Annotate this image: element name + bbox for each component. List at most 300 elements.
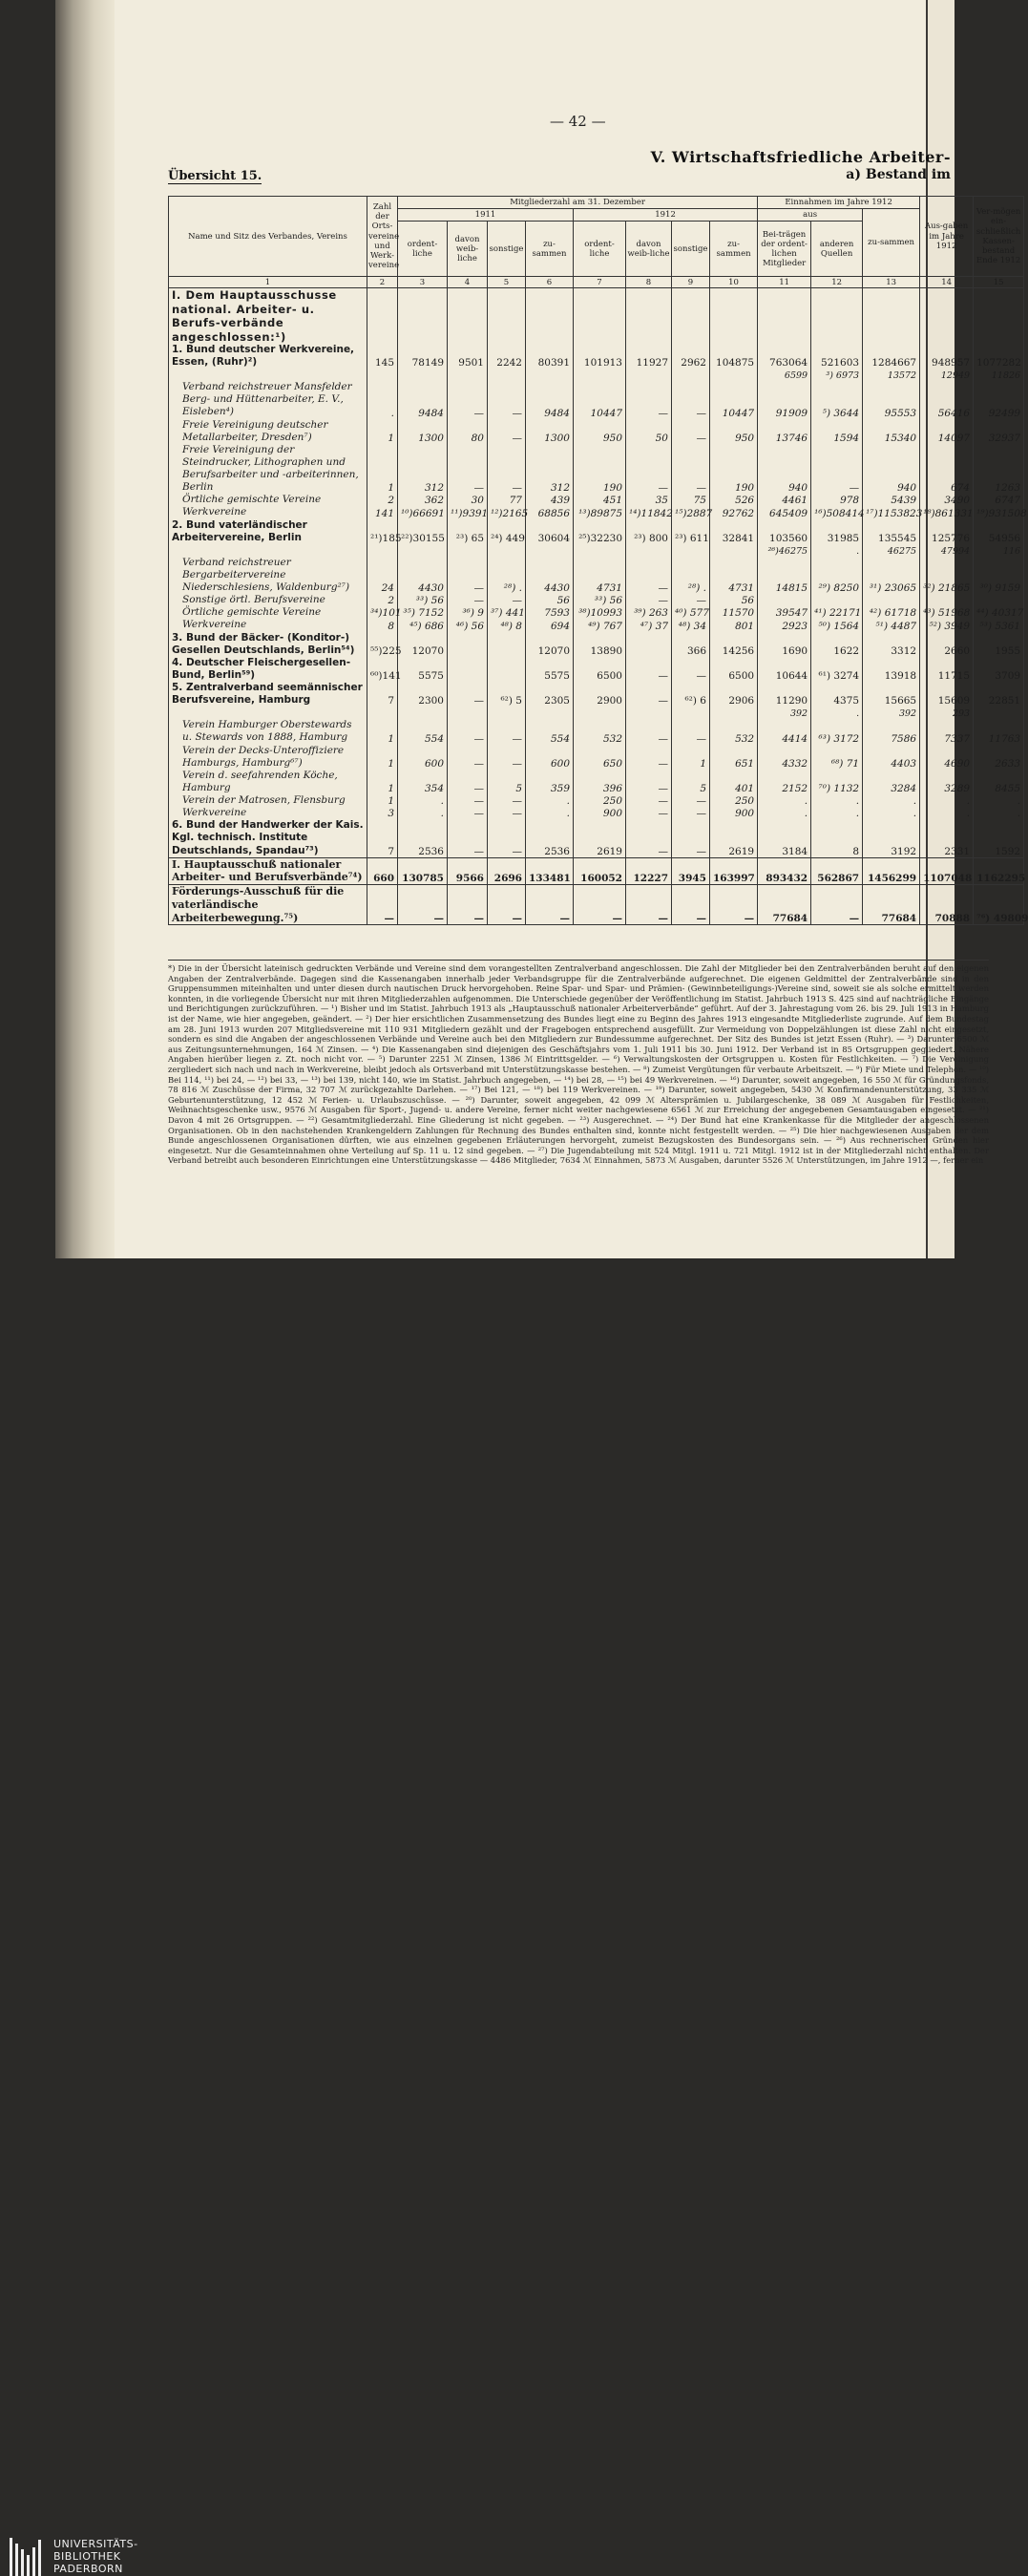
table-cell: 47994 (920, 544, 974, 557)
table-cell: 3289 (920, 770, 974, 794)
table-cell: 2900 (574, 682, 626, 707)
table-cell: 2696 (488, 857, 526, 885)
library-name (53, 2538, 138, 2575)
table-cell: — (448, 444, 488, 495)
table-cell: 68856 (526, 506, 574, 518)
table-row (169, 288, 1024, 344)
table-cell: 1 (672, 745, 710, 770)
table-cell: ¹⁸)861331 (920, 506, 974, 518)
library-line-2: BIBLIOTHEK (53, 2550, 121, 2563)
table-cell: 3 (367, 807, 398, 819)
table-cell: 1300 (526, 419, 574, 444)
table-cell: ²⁸) . (672, 557, 710, 594)
table-cell: 950 (574, 419, 626, 444)
table-row (169, 745, 1024, 770)
table-cell: 190 (710, 444, 758, 495)
table-cell: . (758, 807, 811, 819)
table-cell: 354 (398, 770, 448, 794)
table-cell: — (710, 885, 758, 925)
table-cell: 6599 (758, 369, 811, 381)
table-cell (710, 288, 758, 344)
table-cell: 554 (526, 719, 574, 744)
table-row (169, 444, 1024, 495)
table-cell: 4731 (574, 557, 626, 594)
table-cell: 160052 (574, 857, 626, 885)
table-cell: . (367, 381, 398, 418)
table-cell: 948957 (920, 344, 974, 369)
table-cell: 11927 (626, 344, 672, 369)
table-cell: 104875 (710, 344, 758, 369)
table-cell: — (488, 819, 526, 857)
table-cell: 56 (710, 594, 758, 606)
table-cell: — (672, 444, 710, 495)
table-cell: — (626, 770, 672, 794)
row-label: Verband reichstreuer Mansfelder Berg- und Hüttenarbeiter, E. V., Eisleben⁴) (169, 381, 367, 418)
table-cell: 978 (811, 494, 863, 506)
table-cell: — (672, 657, 710, 682)
table-cell: 32841 (710, 519, 758, 544)
table-cell: 35 (626, 494, 672, 506)
header-ordentliche-1912: ordent-liche (574, 222, 626, 277)
column-number: 7 (574, 277, 626, 288)
table-cell: 1456299 (863, 857, 920, 885)
table-cell (672, 369, 710, 381)
table-cell: — (672, 594, 710, 606)
table-cell: — (448, 885, 488, 925)
table-cell: ¹⁷)1153823 (863, 506, 920, 518)
table-cell: 101913 (574, 344, 626, 369)
table-cell: 2152 (758, 770, 811, 794)
table-row (169, 632, 1024, 657)
table-cell: 11715 (920, 657, 974, 682)
table-cell: . (526, 794, 574, 807)
row-label: I. Dem Hauptausschusse national. Arbeiter- u. Berufs-verbände angeschlossen:¹) (169, 288, 367, 344)
table-cell: — (672, 807, 710, 819)
table-cell: 1622 (811, 632, 863, 657)
table-cell: 39547 (758, 606, 811, 619)
section-title: V. Wirtschaftsfriedliche Arbeiter- (650, 148, 951, 166)
table-cell: ²⁴) 449 (488, 519, 526, 544)
column-number: 9 (672, 277, 710, 288)
table-cell: 392 (863, 707, 920, 719)
table-cell (920, 288, 974, 344)
table-cell: 1955 (974, 632, 1024, 657)
header-zusammen-1912: zu-sammen (710, 222, 758, 277)
table-cell: ⁴⁰) 577 (672, 606, 710, 619)
table-cell: . (920, 794, 974, 807)
table-cell: 9566 (448, 857, 488, 885)
table-cell: 91909 (758, 381, 811, 418)
table-cell: . (398, 807, 448, 819)
table-cell: ⁴⁷) 37 (626, 619, 672, 631)
table-row (169, 682, 1024, 707)
header-ausgaben: Aus-gaben im Jahre 1912 (920, 197, 974, 277)
table-cell (672, 288, 710, 344)
table-row (169, 494, 1024, 506)
table-cell: ³⁶) 9 (448, 606, 488, 619)
table-cell (398, 369, 448, 381)
table-cell (574, 369, 626, 381)
table-cell: ¹³)89875 (574, 506, 626, 518)
table-cell: 12070 (398, 632, 448, 657)
table-cell: ¹²)2165 (488, 506, 526, 518)
row-label (169, 369, 367, 381)
table-cell: 392 (758, 707, 811, 719)
table-cell: 900 (574, 807, 626, 819)
table-cell: — (448, 557, 488, 594)
table-cell: 8455 (974, 770, 1024, 794)
table-cell (974, 707, 1024, 719)
table-cell: 4403 (863, 745, 920, 770)
table-cell: . (974, 807, 1024, 819)
table-cell: ⁵⁰) 1564 (811, 619, 863, 631)
row-label (169, 544, 367, 557)
table-cell: 5 (672, 770, 710, 794)
table-cell: 7 (367, 682, 398, 707)
table-cell: 3709 (974, 657, 1024, 682)
table-cell: 532 (574, 719, 626, 744)
column-number: 4 (448, 277, 488, 288)
table-cell: 5575 (398, 657, 448, 682)
row-label: 5. Zentralverband seemännischer Berufsvereine, Hamburg (169, 682, 367, 707)
table-row (169, 857, 1024, 885)
table-cell: — (488, 807, 526, 819)
table-cell: 12227 (626, 857, 672, 885)
table-cell: ⁶²) 6 (672, 682, 710, 707)
book-page (55, 0, 1028, 1258)
table-row (169, 794, 1024, 807)
table-cell: 163997 (710, 857, 758, 885)
row-label (169, 707, 367, 719)
table-cell: 650 (574, 745, 626, 770)
table-cell: ¹⁰)66691 (398, 506, 448, 518)
table-cell: 15665 (863, 682, 920, 707)
table-cell: 77684 (863, 885, 920, 925)
header-zusammen-1911: zu-sammen (526, 222, 574, 277)
table-cell (398, 288, 448, 344)
table-cell: — (626, 807, 672, 819)
header-name: Name und Sitz des Verbandes, Vereins (169, 197, 367, 277)
table-cell: ⁵) 3644 (811, 381, 863, 418)
table-cell: ³⁷) 441 (488, 606, 526, 619)
table-cell: 6747 (974, 494, 1024, 506)
table-cell: 1 (367, 745, 398, 770)
table-cell: 5439 (863, 494, 920, 506)
header-weibliche-1911: davon weib-liche (448, 222, 488, 277)
table-cell: 562867 (811, 857, 863, 885)
library-line-3: PADERBORN (53, 2563, 123, 2575)
table-cell: ²⁹) 8250 (811, 557, 863, 594)
table-cell: 2619 (710, 819, 758, 857)
table-cell: 10447 (574, 381, 626, 418)
table-cell: 78149 (398, 344, 448, 369)
table-cell: 3312 (863, 632, 920, 657)
table-cell: 1 (367, 444, 398, 495)
row-label: Werkvereine (169, 807, 367, 819)
row-label: Örtliche gemischte Vereine (169, 606, 367, 619)
table-cell: 1690 (758, 632, 811, 657)
table-cell: 893432 (758, 857, 811, 885)
table-cell: 31985 (811, 519, 863, 544)
header-mitglieder: Mitgliederzahl am 31. Dezember (398, 197, 758, 209)
table-cell: 3284 (863, 770, 920, 794)
table-cell: — (367, 885, 398, 925)
table-cell (672, 544, 710, 557)
table-cell: ¹¹)9391 (448, 506, 488, 518)
table-cell: 2619 (574, 819, 626, 857)
table-cell: ⁴³) 51968 (920, 606, 974, 619)
table-cell: 1 (367, 770, 398, 794)
table-cell (448, 288, 488, 344)
table-cell: — (488, 719, 526, 744)
row-label: Sonstige örtl. Berufsvereine (169, 594, 367, 606)
table-cell: 92762 (710, 506, 758, 518)
table-cell: 674 (920, 444, 974, 495)
table-cell: 46275 (863, 544, 920, 557)
table-cell: 130785 (398, 857, 448, 885)
table-cell (626, 632, 672, 657)
header-vermoegen: Ver-mögen ein-schließlich Kassen-bestand Ende 1912 (974, 197, 1024, 277)
table-cell: 22851 (974, 682, 1024, 707)
table-cell: 32937 (974, 419, 1024, 444)
table-cell: 8 (367, 619, 398, 631)
table-cell (811, 594, 863, 606)
table-cell (626, 544, 672, 557)
table-cell: — (626, 381, 672, 418)
table-cell: — (811, 885, 863, 925)
header-einnahmen-zusammen: zu-sammen (863, 209, 920, 277)
table-cell: 190 (574, 444, 626, 495)
table-cell: 3192 (863, 819, 920, 857)
table-cell: 2 (367, 494, 398, 506)
table-cell: — (448, 819, 488, 857)
table-cell: 1077282 (974, 344, 1024, 369)
table-cell: 5575 (526, 657, 574, 682)
table-cell: 7337 (920, 719, 974, 744)
table-cell: 145 (367, 344, 398, 369)
row-label: Werkvereine (169, 506, 367, 518)
table-cell (758, 288, 811, 344)
table-cell: ³⁰) 9159 (974, 557, 1024, 594)
statistics-table-wrapper (168, 196, 1028, 925)
table-cell: ⁶³) 3172 (811, 719, 863, 744)
table-cell: — (672, 794, 710, 807)
table-cell: 2305 (526, 682, 574, 707)
table-cell: ⁴¹) 22171 (811, 606, 863, 619)
table-cell: — (672, 819, 710, 857)
table-cell: 645409 (758, 506, 811, 518)
table-cell: 660 (367, 857, 398, 885)
table-cell: 11826 (974, 369, 1024, 381)
table-cell (526, 707, 574, 719)
table-cell (448, 369, 488, 381)
table-cell: 6500 (574, 657, 626, 682)
table-cell: 13572 (863, 369, 920, 381)
table-cell: ⁴⁹) 767 (574, 619, 626, 631)
table-cell: 359 (526, 770, 574, 794)
table-cell: 2331 (920, 819, 974, 857)
table-cell: 439 (526, 494, 574, 506)
table-cell: 12949 (920, 369, 974, 381)
table-cell: 30604 (526, 519, 574, 544)
table-cell: — (398, 885, 448, 925)
table-cell (488, 657, 526, 682)
statistics-table (168, 196, 1028, 925)
table-cell: — (488, 885, 526, 925)
table-cell: 133481 (526, 857, 574, 885)
table-cell: 103560 (758, 519, 811, 544)
library-line-1: UNIVERSITÄTS- (53, 2538, 138, 2550)
table-cell: 763064 (758, 344, 811, 369)
table-cell: 9501 (448, 344, 488, 369)
table-cell: ⁷⁰) 1132 (811, 770, 863, 794)
table-cell: ¹⁶)508414 (811, 506, 863, 518)
table-cell: 50 (626, 419, 672, 444)
column-number-row (169, 277, 1024, 288)
table-cell: ³²) 21865 (920, 557, 974, 594)
table-cell: — (448, 770, 488, 794)
table-cell: 56 (526, 594, 574, 606)
table-cell: 293 (920, 707, 974, 719)
table-cell (710, 707, 758, 719)
table-cell (448, 544, 488, 557)
table-cell: 13890 (574, 632, 626, 657)
table-row (169, 544, 1024, 557)
table-cell: 24 (367, 557, 398, 594)
row-label: 3. Bund der Bäcker- (Konditor-) Gesellen Deutschlands, Berlin⁵⁴) (169, 632, 367, 657)
table-cell: — (574, 885, 626, 925)
table-cell: 125776 (920, 519, 974, 544)
library-logo-icon (10, 2538, 46, 2576)
table-cell (574, 544, 626, 557)
table-cell: 3184 (758, 819, 811, 857)
table-cell: 532 (710, 719, 758, 744)
table-cell: . (974, 794, 1024, 807)
table-cell (488, 288, 526, 344)
table-cell: 940 (863, 444, 920, 495)
table-cell: . (758, 794, 811, 807)
table-cell: 2 (367, 594, 398, 606)
table-cell: 312 (526, 444, 574, 495)
table-cell: 2242 (488, 344, 526, 369)
table-body (169, 277, 1028, 925)
table-cell (710, 544, 758, 557)
table-cell: 15340 (863, 419, 920, 444)
table-cell: 401 (710, 770, 758, 794)
table-cell: 9484 (526, 381, 574, 418)
table-cell: ²⁸) . (488, 557, 526, 594)
table-cell: 11290 (758, 682, 811, 707)
table-cell: . (398, 794, 448, 807)
table-cell: — (626, 594, 672, 606)
table-cell: 56416 (920, 381, 974, 418)
table-cell: 7586 (863, 719, 920, 744)
table-cell (710, 369, 758, 381)
table-cell: ²⁵)32230 (574, 519, 626, 544)
header-ordentliche-1911: ordent-liche (398, 222, 448, 277)
table-cell (626, 707, 672, 719)
table-cell: ⁴²) 61718 (863, 606, 920, 619)
table-row (169, 606, 1024, 619)
table-cell: 4414 (758, 719, 811, 744)
table-cell: 451 (574, 494, 626, 506)
table-cell: 1 (367, 719, 398, 744)
table-cell: — (448, 794, 488, 807)
table-cell: ⁷⁶) 49809 (974, 885, 1024, 925)
table-cell: — (488, 594, 526, 606)
column-number: 12 (811, 277, 863, 288)
table-row (169, 506, 1024, 518)
library-footer-bar (0, 1258, 955, 2575)
table-cell (758, 594, 811, 606)
table-cell: 10644 (758, 657, 811, 682)
table-cell (672, 707, 710, 719)
column-number: 6 (526, 277, 574, 288)
table-row (169, 419, 1024, 444)
table-cell (367, 369, 398, 381)
table-cell: 77684 (758, 885, 811, 925)
column-number: 14 (920, 277, 974, 288)
table-cell: 3490 (920, 494, 974, 506)
table-cell: 250 (710, 794, 758, 807)
table-cell: 5 (488, 770, 526, 794)
column-number: 11 (758, 277, 811, 288)
table-cell: ⁴⁸) 34 (672, 619, 710, 631)
table-cell: ²⁶)46275 (758, 544, 811, 557)
table-cell (448, 707, 488, 719)
table-cell: ³⁸)10993 (574, 606, 626, 619)
page-number: — 42 — (550, 113, 606, 130)
footnotes: *) Die in der Übersicht lateinisch gedruckten Verbände und Vereine sind dem vorangestellten Zentralverband angeschlossen. Die Zahl der Mitglieder bei den Zentralverbänden beruht auf den eigenen Angaben der Zentralverbände. Dagegen sind die Kassenangaben innerhalb jeder Verbandsgruppe für die Zentralverbände aufgerechnet. Die eigenen Geldmittel der Zentralverbände sind in den Gruppensummen miteinhalten und unter diesen durch nautischen Druck hervorgehoben. Reine Spar- und Spar- und Prämien- (Gewinnbeteiligungs-)Vereine sind, soweit sie als solche ermittelt werden konnten, in die vorliegende Übersicht nur mit ihren Mitgliederzahlen aufgenommen. Die Unterschiede gegenüber der Veröffentlichung im Statist. Jahrbuch 1913 S. 425 sind auf nachträgliche Eingänge und Berichtigungen zurückzuführen. — ¹) Bisher und im Statist. Jahrbuch 1913 als „Hauptausschuß nationaler Arbeiterverbände“ geführt. Auf der 3. Jahrestagung vom 26. bis 29. Juli 1913 in Hamburg ist der Name, wie hier angegeben, geändert. — ²) Der hier ersichtlichen Zusammensetzung des Bundes liegt eine zu Beginn des Jahres 1913 eingesandte Mitgliederliste zugrunde. Auf dem Bundestag am 28. Juni 1913 wurden 207 Mitgliedsvereine mit 110 931 Mitgliedern gezählt und der Fragebogen entsprechend ausgefüllt. Zur Vermeidung von Doppelzählungen ist diese Zahl nicht eingesetzt, sondern es sind die Angaben der angeschlossenen Verbände und Vereine auch bei den Mitgliedern zur Bundessumme aufgerechnet. Der Sitz des Bundes ist jetzt Essen (Ruhr). — ³) Darunter 6500 ℳ aus Zeitungsunternehmungen, 164 ℳ Zinsen. — ⁴) Die Kassenangaben sind diejenigen des Geschäftsjahrs vom 1. Juli 1911 bis 30. Juni 1912. Der Verband ist in 85 Ortsgruppen gegliedert. Nähere Angaben hierüber liegen z. Zt. noch nicht vor. — ⁵) Darunter 2251 ℳ Zinsen, 1386 ℳ Eintrittsgelder. — ⁶) Verwaltungskosten der Ortsgruppen u. Kosten für Festlichkeiten. — ⁷) Die Vereinigung zergliedert sich nach und nach in Werkvereine, bleibt jedoch als Ortsverband mit Unterstützungskasse bestehen. — ⁸) Zumeist Vergütungen für verbaute Arbeitszeit. — ⁹) Für Miete und Telephon. — ¹⁰) Bei 114, ¹¹) bei 24, — ¹²) bei 33, — ¹³) bei 139, nicht 140, wie im Statist. Jahrbuch angegeben, — ¹⁴) bei 28, — ¹⁵) bei 49 Werkvereinen. — ¹⁶) Darunter, soweit angegeben, 16 550 ℳ für Gründungsfonds, 78 816 ℳ Zuschüsse der Firma, 32 707 ℳ zurückgezahlte Darlehen. — ¹⁷) Bei 121, — ¹⁸) bei 119 Werkvereinen. — ¹⁹) Darunter, soweit angegeben, 5430 ℳ Konfirmandenunterstützung, 33 335 ℳ Geburtenunterstützung, 12 452 ℳ Ferien- u. Urlaubszuschüsse. — ²⁰) Darunter, soweit angegeben, 42 099 ℳ Altersprämien u. Jubilargeschenke, 38 089 ℳ Ausgaben für Festlichkeiten, Weihnachtsgeschenke usw., 9576 ℳ Ausgaben für Sport-, Jugend- u. andere Vereine, ferner nicht weiter nachgewiesene 6561 ℳ zur Erreichung der angegebenen Gesamtausgaben eingesetzt. — ²¹) Davon 4 mit 26 Ortsgruppen. — ²²) Gesamtmitgliederzahl. Eine Gliederung ist nicht gegeben. — ²³) Ausgerechnet. — ²⁴) Der Bund hat eine Krankenkasse für die Mitglieder der angeschlossenen Organisationen. Ob in den nachstehenden Krankengeldern Zahlungen für Rechnung des Bundes enthalten sind, konnte nicht festgestellt werden. — ²⁵) Die hier nachgewiesenen Ausgaben der dem Bunde angeschlossenen Organisationen dürften, wie aus einzelnen gegebenen Erläuterungen hervorgeht, zumeist Bezugskosten des Bundesorgans sein. — ²⁶) Aus rechnerischen Gründen hier eingesetzt. Nur die Gesamteinnahmen ohne Verteilung auf Sp. 11 u. 12 sind gegeben. — ²⁷) Die Jugendabteilung mit 524 Mitgl. 1911 u. 721 Mitgl. 1912 ist in der Mitgliederzahl nicht enthalten. Der Verband betreibt auch besonderen Einrichtungen eine Unterstützungskasse — 4486 Mitglieder, 7634 ℳ Einnahmen, 5873 ℳ Ausgaben, darunter 5526 ℳ Unterstützungen, im Jahre 1912 —, ferner ein (168, 960, 989, 1178)
table-cell: 396 (574, 770, 626, 794)
row-label: Verein der Decks-Unteroffiziere Hamburgs, Hamburg⁶⁷) (169, 745, 367, 770)
column-number: 13 (863, 277, 920, 288)
column-number: 1 (169, 277, 367, 288)
table-row (169, 707, 1024, 719)
table-cell: — (672, 885, 710, 925)
header-1911: 1911 (398, 209, 574, 222)
table-cell: 3945 (672, 857, 710, 885)
table-cell: 15609 (920, 682, 974, 707)
table-cell (920, 594, 974, 606)
table-cell: 54956 (974, 519, 1024, 544)
row-label: Freie Vereinigung deutscher Metallarbeiter, Dresden⁷) (169, 419, 367, 444)
book-gutter (55, 0, 115, 1258)
table-cell: 600 (398, 745, 448, 770)
table-cell: 4430 (398, 557, 448, 594)
table-cell: — (626, 745, 672, 770)
table-cell: 14097 (920, 419, 974, 444)
table-row (169, 819, 1024, 857)
table-cell (974, 594, 1024, 606)
table-cell: — (488, 381, 526, 418)
table-cell: — (626, 557, 672, 594)
table-cell: 2536 (398, 819, 448, 857)
row-label: I. Hauptausschuß nationaler Arbeiter- und Berufsverbände⁷⁴) (169, 857, 367, 885)
table-row (169, 344, 1024, 369)
table-cell: 1284667 (863, 344, 920, 369)
table-row (169, 594, 1024, 606)
table-cell: — (626, 885, 672, 925)
table-cell: 4332 (758, 745, 811, 770)
table-cell: 312 (398, 444, 448, 495)
table-cell (574, 288, 626, 344)
table-cell: ²²)30155 (398, 519, 448, 544)
table-cell: 1 (367, 419, 398, 444)
table-cell (574, 707, 626, 719)
column-number: 3 (398, 277, 448, 288)
table-cell: 4375 (811, 682, 863, 707)
